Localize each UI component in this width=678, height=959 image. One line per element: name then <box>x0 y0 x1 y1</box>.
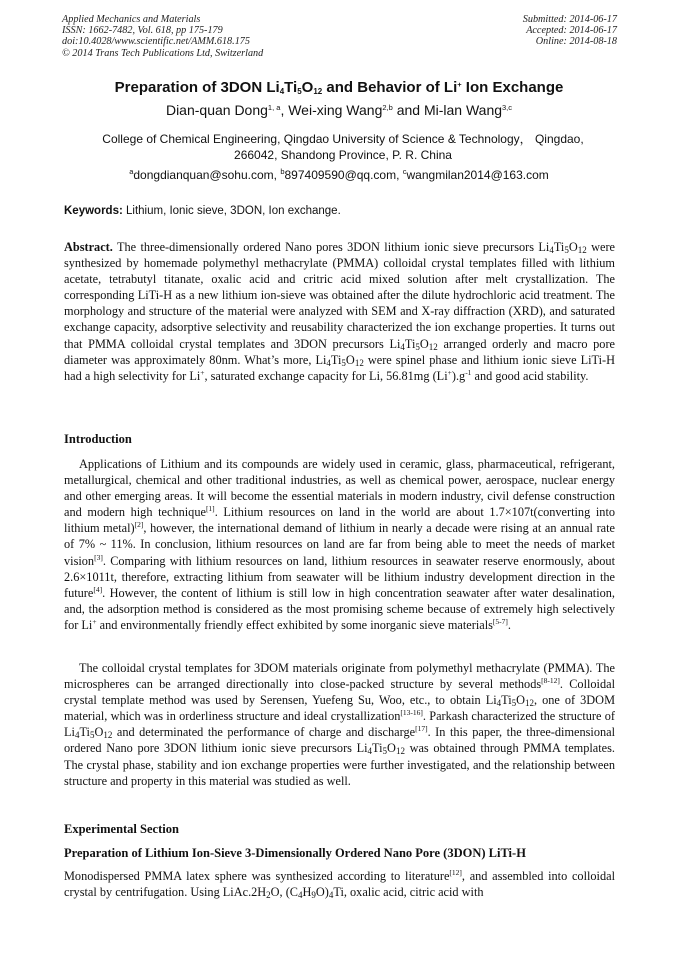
keywords: Keywords: Lithium, Ionic sieve, 3DON, Ion exchange. <box>64 205 341 217</box>
affiliation: College of Chemical Engineering, Qingdao University of Science & Technology， Qingdao, 266042, Shandong Province, P. R. China <box>102 132 584 162</box>
email-a[interactable]: dongdianquan@sohu.com, <box>133 168 281 182</box>
section-heading-experimental: Experimental Section <box>64 822 179 836</box>
author-1: Dian-quan Dong <box>165 102 268 118</box>
submitted-date: Submitted: 2014-06-17 <box>522 14 617 25</box>
abstract: Abstract. The three-dimensionally ordered Nano pores 3DON lithium ionic sieve precursors $Li_4Ti_5O_{12}$ were synthesized by homemade polymethyl methacrylate (PMMA) colloidal crystal templates filled with lithium acetate, tetrabutyl titanate, oxalic acid and critric acid mixed solution after melt crystallization. The corresponding LiTi-H as a new lithium ion-sieve was obtained after the dilute hydrochloric acid treatment. The morphology and structure of the material were analyzed with SEM and X-ray diffraction (XRD), and saturated exchange capacity, adsorptive selectivity and reusability characterized the ion exchange properties. It turns out that PMMA colloidal crystal templates and 3DON precursors $Li_4Ti_5O_{12}$ arranged orderly and macro pore diameter was approximately 80nm. What’s more, $Li_4Ti_5O_{12}$ were spinel phase and lithium ionic sieve LiTi-H had a high selectivity for Li+, saturated exchange capacity for Li, 56.81mg $(Li^+).g^{-1}$ and good acid stability. <box>64 240 616 383</box>
email-b[interactable]: 897409590@qq.com, <box>284 168 403 182</box>
intro-paragraph-2: The colloidal crystal templates for 3DOM materials originate from polymethyl methacrylate (PMMA). The microspheres can be arranged directionally into close-packed structure by several methods[8-12]. Colloidal crystal template method was used by Serensen, Yuefeng Su, Woo, etc., to obtain $Li_4Ti_5O_{12}$, one of 3DOM material, which was in orderliness structure and ideal crystallization[13-16]. Parkash characterized the structure of $Li_4Ti_5O_{12}$ and determinated the performance of charge and discharge[17]. In this paper, the three-dimensional ordered Nano pore 3DON lithium ionic sieve precursors $Li_4Ti_5O_{12}$ was obtained through PMMA templates. The crystal phase, stability and ion exchange properties were further investigated, and the relationship between structure and property in this material was studied as well. <box>64 661 616 788</box>
doi-line[interactable]: doi:10.4028/www.scientific.net/AMM.618.175 <box>62 36 250 48</box>
section-heading-introduction: Introduction <box>64 432 132 446</box>
paper-title: Preparation of 3DON $Li_4Ti_5O_{12}$ and Behavior of Li+ Ion Exchange <box>114 79 564 96</box>
issn-line: ISSN: 1662-7482, Vol. 618, pp 175-179 <box>62 25 223 37</box>
copyright-line: © 2014 Trans Tech Publications Ltd, Switzerland <box>62 47 264 59</box>
subsection-heading-preparation: Preparation of Lithium Ion-Sieve 3-Dimensionally Ordered Nano Pore (3DON) LiTi-H <box>64 846 526 860</box>
online-date: Online: 2014-08-18 <box>535 36 617 48</box>
author-2: Wei-xing Wang <box>288 102 383 118</box>
experimental-paragraph-1: Monodispersed PMMA latex sphere was synthesized according to literature[12], and assembled into colloidal crystal by centrifugation. Using $LiAc.2H_2O$, $(C_4H_9O)_4Ti$, oxalic acid, citric acid with <box>64 868 615 901</box>
author-list: Dian-quan Dong$^{1, a}$, Wei-xing Wang$^{2,b}$ and Mi-lan Wang$^{3,c}$ <box>165 102 513 118</box>
email-c[interactable]: wangmilan2014@163.com <box>406 168 549 182</box>
accepted-date: Accepted: 2014-06-17 <box>526 25 617 37</box>
journal-name: Applied Mechanics and Materials <box>62 14 201 25</box>
journal-header <box>62 14 263 59</box>
intro-paragraph-1: Applications of Lithium and its compounds are widely used in ceramic, glass, pharmaceutical, refrigerant, metallurgical, chemical and other traditional industries, as well as chemical power, aerospace, nuclear energy and other emerging areas. It will become the essential materials in modern industry, civil defense construction and modern high technique[1]. Lithium resources on land in the world are about 1.7×107t(converting into lithium metal)[2], however, the international demand of lithium in nearly a decade were rising at an annual rate of 7% ~ 11%. In conclusion, lithium resources on land are far from being able to meet the needs of market vision[3]. Comparing with lithium resources on land, lithium resources in seawater reserve enormously, about 2.6×1011t, therefore, extracting lithium from seawater will be lithium industry development direction in the future[4]. However, the content of lithium is still low in high concentration seawater after water desalination, and, the adsorption method is considered as the most promising scheme because of extremely high selectively for Li+ and environmentally friendly effect exhibited by some inorganic sieve materials[5-7]. <box>64 457 616 632</box>
dates-header <box>523 14 617 48</box>
author-emails: $^a$dongdianquan@sohu.com, $^b$897409590@qq.com, $^c$wangmilan2014@163.com <box>129 167 549 182</box>
author-3: Mi-lan Wang <box>423 102 503 118</box>
